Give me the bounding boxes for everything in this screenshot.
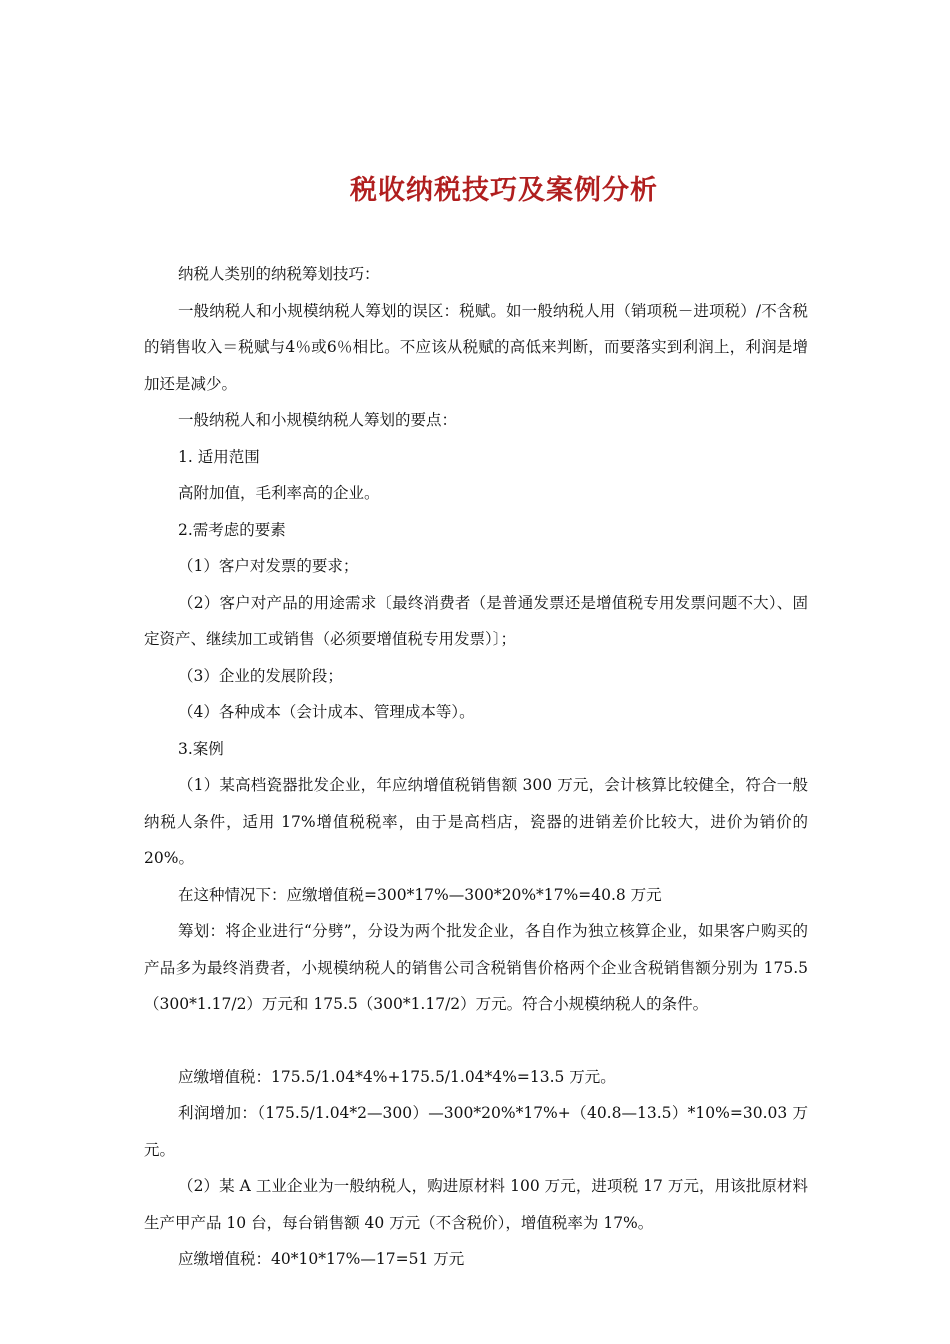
blank-line: [144, 1023, 808, 1059]
paragraph-case-2: （2）某 A 工业企业为一般纳税人，购进原材料 100 万元，进项税 17 万元，用该批原材料生产甲产品 10 台，每台销售额 40 万元（不含税价），增值税率为 17%。: [144, 1177, 808, 1232]
document-body: [144, 256, 808, 1278]
paragraph-case-heading: 3.案例: [178, 739, 224, 758]
paragraph-scope-heading: 1. 适用范围: [178, 447, 260, 466]
paragraph-factor-2: （2）客户对产品的用途需求〔最终消费者（是普通发票还是增值税专用发票问题不大）、固定资产、继续加工或销售（必须要增值税专用发票）〕；: [144, 593, 808, 648]
paragraph-factor-1: （1）客户对发票的要求；: [178, 557, 359, 575]
paragraph-misconception: 一般纳税人和小规模纳税人筹划的误区：税赋。如一般纳税人用（销项税－进项税）/不含税的销售收入＝税赋与4％或6％相比。不应该从税赋的高低来判断，而要落实到利润上，利润是增加还是减少。: [144, 301, 808, 393]
paragraph-factor-4: （4）各种成本（会计成本、管理成本等）。: [178, 703, 475, 721]
paragraph-scope: 高附加值，毛利率高的企业。: [178, 484, 380, 502]
paragraph-case-1-plan: 筹划：将企业进行“分劈”，分设为两个批发企业，各自作为独立核算企业，如果客户购买的产品多为最终消费者，小规模纳税人的销售公司含税销售价格两个企业含税销售额分别为 175.5（300*1.17/2）万元和 175.5（300*1.17/2）万元。符合小规模纳税人的条件。: [144, 922, 808, 1013]
paragraph-taxpayer-category: 纳税人类别的纳税筹划技巧：: [178, 265, 380, 283]
paragraph-case-1-new-tax: 应缴增值税：175.5/1.04*4%+175.5/1.04*4%=13.5 万元。: [178, 1067, 616, 1086]
document-title: 税收纳税技巧及案例分析: [350, 175, 658, 206]
paragraph-factors-heading: 2.需考虑的要素: [178, 520, 286, 539]
paragraph-case-1-profit: 利润增加：（175.5/1.04*2—300）—300*20%*17%+（40.8—13.5）*10%=30.03 万元。: [144, 1104, 808, 1159]
paragraph-key-points: 一般纳税人和小规模纳税人筹划的要点：: [178, 411, 458, 429]
paragraph-case-2-tax: 应缴增值税：40*10*17%—17=51 万元: [178, 1250, 465, 1268]
paragraph-case-1: （1）某高档瓷器批发企业，年应纳增值税销售额 300 万元，会计核算比较健全，符合一般纳税人条件，适用 17%增值税税率，由于是高档店，瓷器的进销差价比较大，进价为销价的 20%。: [144, 776, 808, 867]
paragraph-case-1-tax: 在这种情况下：应缴增值税=300*17%—300*20%*17%=40.8 万元: [178, 885, 662, 904]
paragraph-factor-3: （3）企业的发展阶段；: [178, 666, 343, 685]
